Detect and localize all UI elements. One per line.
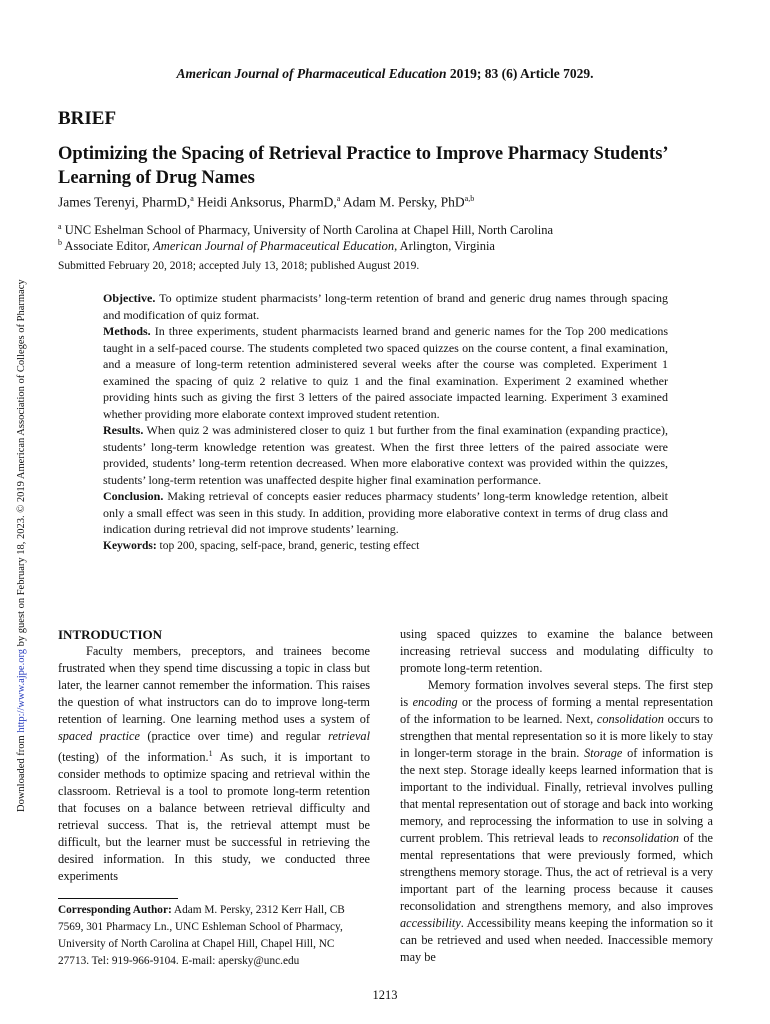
body-text: (practice over time) and regular	[139, 729, 329, 743]
affil-mark: b	[58, 238, 62, 247]
reference-mark: 1	[208, 749, 213, 758]
author-name: James Terenyi, PharmD,	[58, 194, 191, 210]
right-column	[400, 626, 713, 966]
corresponding-label: Corresponding Author:	[58, 904, 172, 916]
journal-citation: 2019; 83 (6) Article 7029.	[446, 66, 594, 81]
affil-text-pre: Associate Editor,	[62, 239, 154, 254]
affil-text: UNC Eshelman School of Pharmacy, University of North Carolina at Chapel Hill, North Carolina	[61, 223, 554, 238]
conclusion-text: Making retrieval of concepts easier reduces pharmacy students’ long-term knowledge retention, albeit only a small effect was seen in this study. In addition, providing more elaborative context in terms of drug class and indication during retrieval did not improve students’ learning.	[103, 489, 668, 536]
corresponding-author-note	[58, 902, 368, 970]
body-text: Memory formation involves several steps. The first step is	[400, 678, 713, 709]
affil-text-post: , Arlington, Virginia	[394, 239, 495, 254]
affiliation-b	[58, 238, 495, 254]
body-text: Faculty members, preceptors, and trainees become frustrated when they spend time discussing a topic in class but later, the learner cannot remember the information. This raises the question of what instructors can do to improve long-term retention of learning. One learning method uses a system of	[58, 644, 370, 726]
author-name: Adam M. Persky, PhD	[340, 194, 465, 210]
sidebar-prefix: Downloaded from	[16, 732, 27, 812]
objective-label: Objective.	[103, 291, 156, 305]
body-emphasis: reconsolidation	[602, 831, 680, 845]
abstract-keywords	[103, 538, 668, 555]
body-emphasis: consolidation	[596, 712, 664, 726]
abstract-objective	[103, 290, 668, 323]
keywords-text: top 200, spacing, self-pace, brand, generic, testing effect	[156, 539, 420, 552]
journal-name: American Journal of Pharmaceutical Education	[176, 66, 447, 81]
intro-paragraph	[58, 643, 370, 885]
body-text: (testing) of the information.	[58, 750, 209, 765]
methods-text: In three experiments, student pharmacists learned brand and generic names for the Top 200 medications taught in a self-paced course. The students completed two spaced quizzes on the course content, a final examination, and a measure of long-term retention administered several weeks after the course was completed. Experiment 1 examined the spacing of quiz 2 relative to quiz 1 and the final examination. Experiment 2 examined whether providing hints such as giving the first 3 letters of the paired associate impacted learning. Experiment 3 examined whether providing more elaborate context improved student retention.	[103, 324, 668, 421]
author-affil-mark: a,b	[464, 194, 475, 203]
results-label: Results.	[103, 423, 144, 437]
body-text: of the mental representations that were previously formed, which strengthens memory storage. Thus, the act of retrieval is a very important part of the learning process because it causes reconsolidation and strengthens memory, and also improves	[400, 831, 713, 913]
objective-text: To optimize student pharmacists’ long-term retention of brand and generic drug names through spacing and modification of quiz format.	[103, 291, 668, 322]
conclusion-label: Conclusion.	[103, 489, 164, 503]
section-heading-introduction: INTRODUCTION	[58, 627, 163, 642]
journal-header	[0, 66, 770, 82]
body-text: or the process of forming a mental representation of the information to be learned. Next,	[400, 695, 714, 726]
body-text: occurs to strengthen that mental representation so it is more likely to stay in longer-term storage in the brain.	[400, 712, 713, 760]
affiliation-a	[58, 222, 553, 238]
author-list	[58, 194, 474, 211]
body-emphasis: encoding	[412, 695, 458, 709]
body-emphasis: Storage	[584, 746, 623, 760]
body-text: of information is the next step. Storage ideally keeps learned information that is important to the individual. Finally, retrieval involves pulling that mental representation out of storage and back into working memory, and reprocessing the information to use in solving a current problem. This retrieval leads to	[400, 746, 713, 845]
left-column	[58, 626, 370, 885]
keywords-label: Keywords:	[103, 539, 157, 552]
sidebar-link[interactable]: http://www.ajpe.org	[16, 648, 27, 733]
body-emphasis: spaced practice	[58, 729, 140, 743]
abstract-results	[103, 422, 668, 488]
body-emphasis: retrieval	[328, 729, 370, 743]
submission-dates: Submitted February 20, 2018; accepted July 13, 2018; published August 2019.	[58, 260, 420, 272]
sidebar-suffix: by guest on February 18, 2023. © 2019 American Association of Colleges of Pharmacy	[16, 279, 27, 649]
abstract-conclusion	[103, 488, 668, 538]
body-paragraph: using spaced quizzes to examine the balance between increasing retrieval success and modulating difficulty to promote long-term retention.	[400, 627, 713, 675]
methods-label: Methods.	[103, 324, 151, 338]
results-text: When quiz 2 was administered closer to quiz 1 but further from the final examination (expanding practice), students’ long-term knowledge retention was greatest. When the first three letters of the paired associate were provided, students’ long-term retention decreased. When more elaborative context was provided within the quizzes, students’ long-term retention was unaffected despite higher final examination performance.	[103, 423, 668, 487]
author-affil-mark: a	[190, 194, 194, 203]
affil-journal: American Journal of Pharmaceutical Education	[153, 239, 395, 254]
page-number: 1213	[372, 988, 398, 1002]
affil-mark: a	[58, 222, 62, 231]
abstract-methods	[103, 323, 668, 422]
article-title: Optimizing the Spacing of Retrieval Practice to Improve Pharmacy Students’ Learning of Drug Names	[58, 144, 668, 188]
author-affil-mark: a	[336, 194, 341, 203]
body-paragraph	[400, 677, 713, 966]
abstract	[103, 290, 668, 554]
footnote-divider	[58, 898, 178, 899]
author-name: Heidi Anksorus, PharmD,	[193, 194, 337, 210]
body-emphasis: accessibility	[400, 916, 461, 930]
download-sidebar	[16, 192, 27, 812]
body-text: . Accessibility means keeping the information so it can be retrieved and used when needed. Inaccessible memory may be	[400, 916, 713, 964]
body-text: As such, it is important to consider methods to optimize spacing and retrieval within the classroom. Retrieval is a tool to promote long-term retention that focuses on a balance between retrieval difficulty and retrieval success. That is, the retrieval attempt must be difficult, but the learner must be successful in retrieving the desired information. In this study, we conducted three experiments	[58, 750, 370, 884]
article-type: BRIEF	[58, 108, 117, 129]
corresponding-text: Adam M. Persky, 2312 Kerr Hall, CB 7569, 301 Pharmacy Ln., UNC Eshleman School of Pharmacy, University of North Carolina at Chapel Hill, Chapel Hill, NC 27713. Tel: 919-966-9104. E-mail: apersky@unc.edu	[58, 904, 345, 967]
